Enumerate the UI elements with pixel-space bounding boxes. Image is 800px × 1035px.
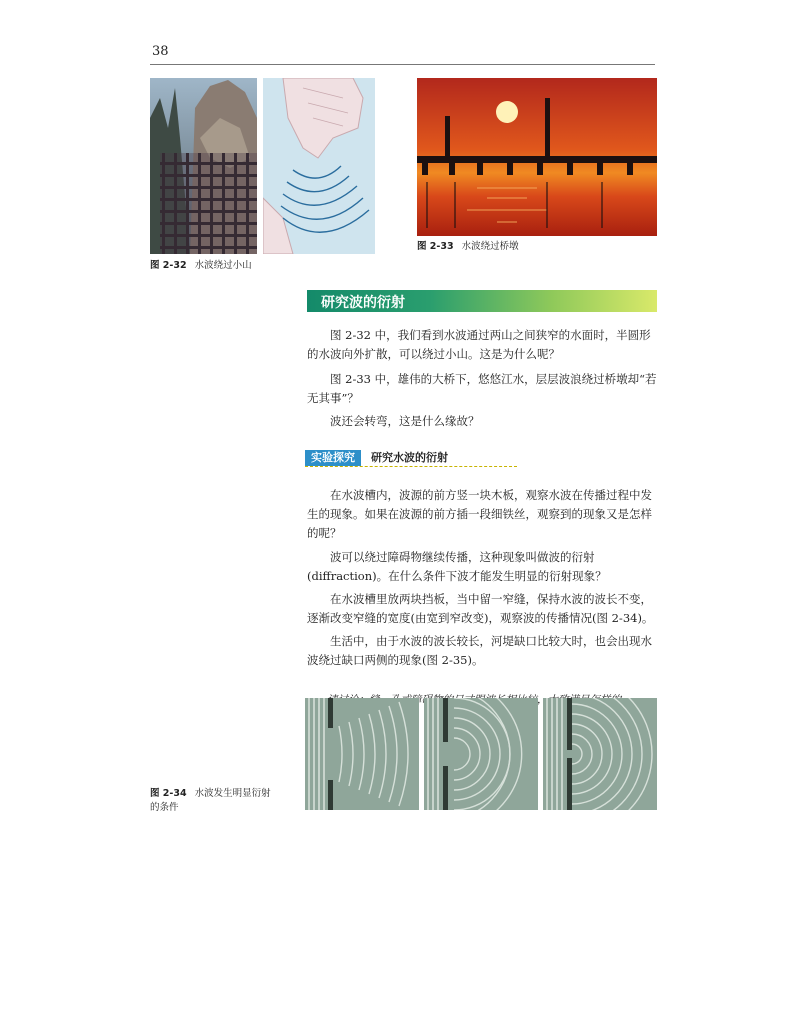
header-rule — [150, 64, 655, 65]
page-number: 38 — [152, 44, 169, 59]
figure-caption-text: 水波绕过桥墩 — [461, 241, 519, 252]
figure-caption-text-line2: 的条件 — [150, 802, 179, 813]
figure-number: 图 2-34 — [150, 788, 187, 799]
bridge-photo — [417, 78, 657, 236]
figure-caption-text: 水波发生明显衍射 — [194, 788, 271, 799]
wave-diagram — [263, 78, 375, 254]
experiment-title: 研究水波的衍射 — [371, 451, 448, 464]
intro-paragraph-1: 图 2-32 中，我们看到水波通过两山之间狭窄的水面时，半圆形的水波向外扩散，可以绕过小山。这是为什么呢？ — [307, 328, 651, 361]
section-title: 研究波的衍射 — [321, 295, 405, 311]
intro-paragraph-2: 图 2-33 中，雄伟的大桥下，悠悠江水，层层波浪绕过桥墩却“若无其事”？ — [307, 372, 657, 405]
figure-number: 图 2-33 — [417, 241, 454, 252]
figure-caption-2-33 — [417, 240, 519, 254]
experiment-badge: 实验探究 — [305, 450, 361, 466]
experiment-paragraph-4: 生活中，由于水波的波长较长，河堤缺口比较大时，也会出现水波绕过缺口两侧的现象(图 2-35)。 — [307, 634, 652, 667]
diffraction-photo-medium-slit — [424, 698, 538, 810]
experiment-paragraph-2: 波可以绕过障碍物继续传播，这种现象叫做波的衍射(diffraction)。在什么条件下波才能发生明显的衍射现象？ — [307, 550, 607, 583]
section-heading-bar — [307, 290, 657, 312]
diffraction-photo-wide-slit — [305, 698, 419, 810]
intro-paragraph-3: 波还会转弯，这是什么缘故？ — [330, 414, 480, 428]
figure-caption-2-34 — [150, 787, 271, 815]
figure-caption-2-32 — [150, 259, 252, 273]
diffraction-photo-narrow-slit — [543, 698, 657, 810]
experiment-heading — [305, 450, 517, 467]
experiment-paragraph-1: 在水波槽内，波源的前方竖一块木板，观察水波在传播过程中发生的现象。如果在波源的前方插一段细铁丝，观察到的现象又是怎样的呢？ — [307, 488, 652, 540]
experiment-paragraph-3: 在水波槽里放两块挡板，当中留一窄缝，保持水波的波长不变，逐渐改变窄缝的宽度(由宽到窄改变)，观察波的传播情况(图 2-34)。 — [307, 592, 654, 625]
mountain-photo — [150, 78, 257, 254]
figure-caption-text: 水波绕过小山 — [194, 260, 252, 271]
figure-number: 图 2-32 — [150, 260, 187, 271]
